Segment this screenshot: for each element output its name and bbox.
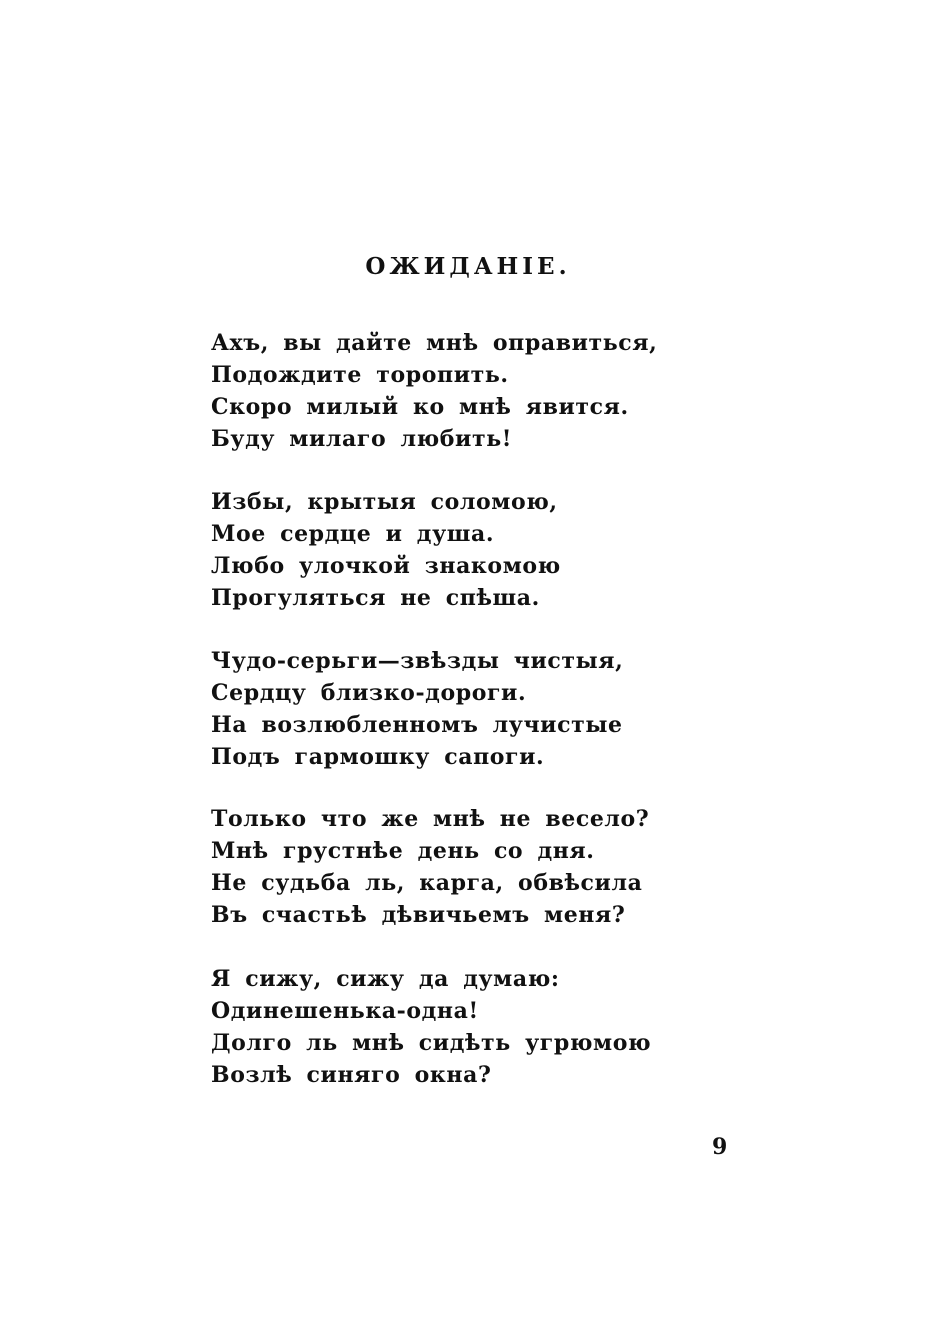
poem-line: Не судьба ль, карга, обвѣсила bbox=[211, 870, 643, 896]
poem-line: Буду милаго любить! bbox=[211, 426, 512, 452]
poem-line: Мое сердце и душа. bbox=[211, 521, 495, 547]
poem-line: Только что же мнѣ не весело? bbox=[211, 806, 650, 832]
poem-line: Въ счастьѣ дѣвичьемъ меня? bbox=[211, 902, 626, 928]
stanza-4 bbox=[211, 803, 691, 931]
poem-line: Одинешенька-одна! bbox=[211, 998, 479, 1024]
poem-line: Возлѣ синяго окна? bbox=[211, 1062, 492, 1088]
stanza-2 bbox=[211, 486, 691, 614]
poem-line: Чудо-серьги—звѣзды чистыя, bbox=[211, 648, 624, 674]
poem-line: Любо улочкой знакомою bbox=[211, 553, 561, 579]
stanza-5 bbox=[211, 963, 691, 1091]
poem-line: Подождите торопить. bbox=[211, 362, 509, 388]
poem-line: Я сижу, сижу да думаю: bbox=[211, 966, 560, 992]
poem-line: Скоро милый ко мнѣ явится. bbox=[211, 394, 629, 420]
poem-line: Избы, крытыя соломою, bbox=[211, 489, 558, 515]
stanza-1 bbox=[211, 327, 691, 455]
poem-line: Мнѣ грустнѣе день со дня. bbox=[211, 838, 595, 864]
poem-line: На возлюбленномъ лучистые bbox=[211, 712, 623, 738]
page-number: 9 bbox=[712, 1134, 728, 1160]
poem-line: Долго ль мнѣ сидѣть угрюмою bbox=[211, 1030, 652, 1056]
poem-title: ОЖИДАНІЕ. bbox=[365, 253, 571, 280]
poem-line: Подъ гармошку сапоги. bbox=[211, 744, 545, 770]
poem-line: Прогуляться не спѣша. bbox=[211, 585, 540, 611]
poem-line: Сердцу близко-дороги. bbox=[211, 680, 527, 706]
stanza-3 bbox=[211, 645, 691, 773]
poem-line: Ахъ, вы дайте мнѣ оправиться, bbox=[211, 330, 658, 356]
